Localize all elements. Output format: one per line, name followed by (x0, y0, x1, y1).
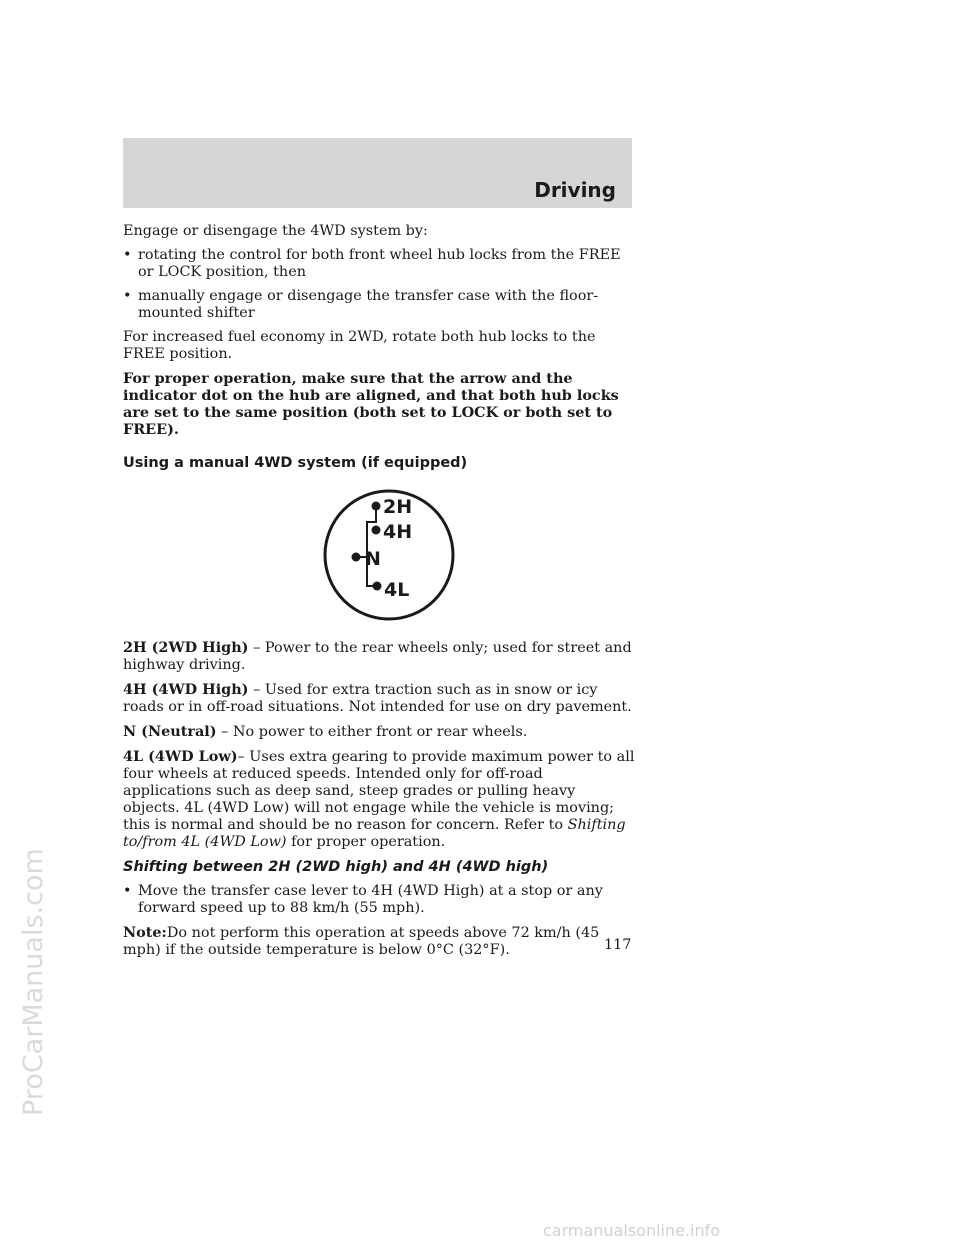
shift-pattern-diagram (123, 479, 635, 631)
bullet-icon: • (123, 883, 132, 899)
note-paragraph (123, 924, 635, 959)
side-watermark: ProCarManuals.com (18, 848, 49, 1116)
bottom-watermark: carmanualsonline.info (543, 1221, 721, 1240)
position-dot-2h (372, 502, 381, 511)
shift-pattern-figure (320, 486, 458, 624)
list-item (123, 288, 635, 322)
page-content (123, 223, 635, 966)
position-dot-4l (373, 582, 382, 591)
shifting-steps-list (123, 883, 635, 917)
step-text: rotating the control for both front wheel hub locks from the FREE or LOCK position, then (138, 247, 621, 280)
mode-label: N (Neutral) (123, 723, 217, 740)
note-label: Note: (123, 924, 167, 941)
step-text: manually engage or disengage the transfer case with the floor-mounted shifter (138, 288, 599, 321)
cross-reference: Shifting to/from 4L (4WD Low) (123, 817, 626, 850)
position-label-4h: 4H (383, 521, 413, 543)
mode-4h (123, 681, 635, 716)
bullet-icon: • (123, 288, 132, 304)
position-dot-n (352, 553, 361, 562)
mode-label: 2H (2WD High) (123, 639, 249, 656)
shifting-heading: Shifting between 2H (2WD high) and 4H (4WD high) (123, 859, 549, 875)
position-label-4l: 4L (384, 579, 410, 601)
list-item (123, 247, 635, 281)
engage-steps-list (123, 247, 635, 322)
page-number: 117 (604, 937, 632, 953)
mode-description-end: for proper operation. (286, 834, 446, 850)
mode-label: 4H (4WD High) (123, 681, 249, 698)
list-item (123, 883, 635, 917)
mode-description: – Uses extra gearing to provide maximum power to all four wheels at reduced speeds. Intended only for off-road applications such as deep sand, steep grades or pulling heavy objects. 4L (4WD Low) will not engage while the vehicle is moving; this is normal and should be no reason for concern. Refer to (123, 749, 635, 833)
note-text: Do not perform this operation at speeds above 72 km/h (45 mph) if the outside temperature is below 0°C (32°F). (123, 925, 600, 958)
intro-text: Engage or disengage the 4WD system by: (123, 223, 428, 239)
bullet-icon: • (123, 247, 132, 263)
mode-n (123, 723, 635, 741)
position-label-2h: 2H (383, 496, 413, 518)
mode-description: – Used for extra traction such as in snow or icy roads or in off-road situations. Not intended for use on dry pavement. (123, 682, 632, 715)
section-header-band (123, 138, 632, 208)
section-title: Driving (534, 178, 616, 202)
manual-4wd-heading: Using a manual 4WD system (if equipped) (123, 455, 468, 471)
economy-tip: For increased fuel economy in 2WD, rotate both hub locks to the FREE position. (123, 329, 596, 362)
position-label-n: N (365, 548, 381, 570)
mode-2h (123, 639, 635, 674)
step-text: Move the transfer case lever to 4H (4WD High) at a stop or any forward speed up to 88 km/h (55 mph). (138, 883, 603, 916)
mode-label: 4L (4WD Low) (123, 748, 238, 765)
alignment-warning: For proper operation, make sure that the arrow and the indicator dot on the hub are aligned, and that both hub locks are set to the same position (both set to LOCK or both set to FREE). (123, 370, 619, 438)
mode-4l (123, 748, 635, 851)
position-dot-4h (372, 526, 381, 535)
mode-description: – No power to either front or rear wheels. (216, 724, 528, 740)
mode-description: – Power to the rear wheels only; used for street and highway driving. (123, 640, 632, 673)
